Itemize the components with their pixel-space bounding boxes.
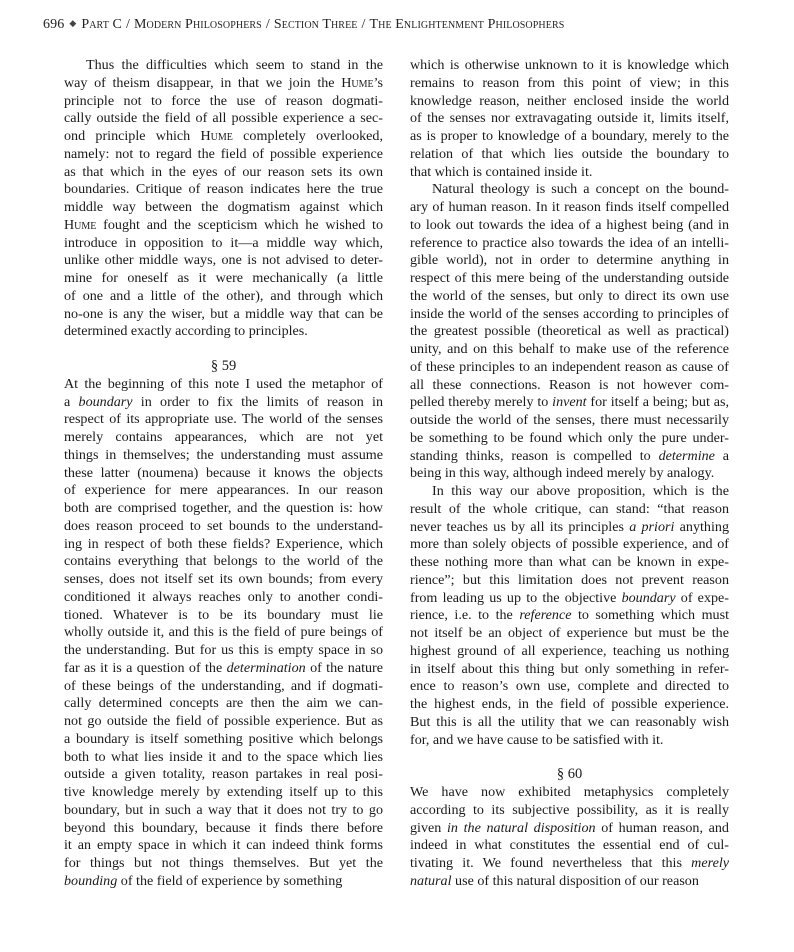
text-line: as that which in the eyes of our reason sets its own: [64, 163, 383, 180]
text-line: from leading us up to the objective boundary of expe-: [410, 589, 729, 606]
text-line: both are comprised together, and the question is: how: [64, 500, 383, 516]
text-line: tivating it. We found nevertheless that this merely: [410, 855, 729, 871]
text-line: natural use of this natural disposition of our reason: [410, 872, 699, 889]
text-line: to look out towards the idea of a highest being (and in: [410, 216, 729, 233]
text-line: a boundary is itself something positive which belongs: [64, 730, 383, 747]
running-head: [43, 17, 763, 33]
text-line: respect of this mere being of the understanding outside: [410, 270, 729, 286]
text-line: respect of its appropriate use. The world of the senses: [64, 411, 383, 428]
text-line: not itself be an object of experience but must be the: [410, 625, 729, 641]
text-line: all these connections. Reason is not however com-: [410, 376, 729, 393]
text-line: rience”; but this limitation does not prevent reason: [410, 571, 729, 588]
text-line: ing in respect of both these fields? Experience, which: [64, 535, 383, 552]
text-line: relation of that which lies outside the boundary to: [410, 145, 729, 162]
text-line: result of the whole critique, can stand: “that reason: [410, 500, 729, 517]
section-enlightenment: The Enlightenment Philosophers: [369, 17, 565, 32]
emphasis: bounding: [64, 872, 118, 889]
emphasis: natural: [410, 872, 452, 889]
text-line: the world of the senses, but only to direct its own use: [410, 287, 729, 304]
text-line: But this is all the utility that we can reasonably wish: [410, 713, 729, 730]
text-line: boundaries. Critique of reason indicates here the true: [64, 181, 383, 198]
text-line: indeed in what constitutes the essential end of cul-: [410, 837, 729, 854]
text-line: never teaches us by all its principles a priori anything: [410, 518, 729, 535]
text-line: of the senses nor extravagating outside it, limits itself,: [410, 110, 729, 127]
text-line: tioned. Whatever is to be its boundary must lie: [64, 606, 383, 623]
emphasis: invent: [552, 394, 587, 411]
text-line: beyond this boundary, because it finds there before: [64, 819, 383, 836]
text-line: unity, and on this behalf to make use of the reference: [410, 341, 729, 357]
text-line: determined exactly according to principles.: [64, 323, 308, 340]
text-line: introduce in opposition to it—a middle way which,: [64, 234, 383, 251]
text-line: be something to be found which only the pure under-: [410, 429, 729, 446]
text-line: far as it is a question of the determination of the nature: [64, 659, 383, 676]
text-line: more than solely objects of possible experience, and of: [410, 536, 729, 553]
text-line: the understanding. But for us this is empty space in so: [64, 642, 383, 658]
text-line: standing thinks, reason is compelled to determine a: [410, 447, 730, 464]
text-line: contains everything that belongs to the world of the: [64, 553, 383, 570]
text-line: these latter (noumena) because it knows the objects: [64, 464, 383, 481]
text-line: Natural theology is such a concept on the bound-: [432, 181, 729, 198]
emphasis: determine: [658, 447, 715, 464]
section-modern-philosophers: Modern Philosophers: [133, 17, 262, 32]
text-line: Hume fought and the scepticism which he wished to: [64, 216, 383, 233]
diamond-ornament-icon: ◆: [69, 18, 77, 28]
paragraph-natural-theology: [410, 181, 729, 483]
emphasis: boundary: [78, 393, 133, 410]
text-line: ary of human reason. In it reason finds itself compelled: [410, 199, 729, 215]
text-line: In this way our above proposition, which is the: [432, 483, 729, 499]
text-line: these nothing more than what can be known in expe-: [410, 554, 729, 570]
text-line: of these principles to an independent reason as cause of: [410, 358, 729, 375]
text-line: highest ground of all experience, teaching us nothing: [410, 642, 729, 659]
emphasis: boundary: [621, 589, 676, 606]
right-column: [410, 57, 729, 891]
text-line: principle not to force the use of reason dogmati-: [64, 92, 383, 109]
text-line: gible world), not in order to determine anything in: [410, 252, 729, 269]
text-line: of experience for mere appearances. In our reason: [64, 482, 383, 499]
paragraph-theism: [64, 57, 383, 341]
text-line: pelled thereby merely to invent for itself a being; but as,: [410, 394, 729, 411]
text-line: in itself about this thing but only something in refer-: [410, 660, 729, 677]
emphasis: merely: [691, 855, 729, 871]
text-line: being in this way, although indeed merely by analogy.: [410, 465, 715, 482]
text-line: cally determined concepts are then the aim we can-: [64, 695, 383, 712]
text-line: a boundary in order to fix the limits of reason in: [64, 393, 383, 410]
left-column: [64, 57, 383, 891]
text-line: wholly outside it, and this is the field of pure beings of: [64, 624, 383, 641]
text-line: senses, does not itself set its own bounds; from every: [64, 571, 383, 587]
text-line: which is otherwise unknown to it is knowledge which: [410, 57, 729, 73]
text-line: for, and we have cause to be satisfied with it.: [410, 731, 664, 748]
text-line: outside a given totality, reason partakes in real posi-: [64, 766, 383, 783]
text-line: remains to reason from this point of view; in this: [410, 74, 729, 91]
text-line: no-one is any the wiser, but a middle way that can be: [64, 305, 383, 322]
text-line: reference to practice also towards the idea of an intelli-: [410, 234, 729, 251]
text-line: At the beginning of this note I used the metaphor of: [64, 375, 383, 392]
text-line: ence to reason’s own use, complete and directed to: [410, 678, 729, 695]
separator: /: [125, 17, 130, 32]
text-line: knowledge reason, neither enclosed inside the world: [410, 92, 729, 109]
text-line: outside the world of the senses, there must necessarily: [410, 412, 729, 428]
text-line: not go outside the field of possible experience. But as: [64, 713, 383, 729]
emphasis: reference: [519, 607, 572, 624]
paragraph-knowledge-boundary: [410, 57, 729, 181]
part-label: Part C: [81, 17, 122, 32]
text-line: as is proper to knowledge of a boundary, merely to the: [410, 128, 729, 144]
text-line: that which is contained inside it.: [410, 163, 593, 180]
text-line: middle way between the dogmatism against which: [64, 199, 383, 215]
emphasis: in the natural disposition: [446, 819, 596, 836]
text-line: bounding of the field of experience by something: [64, 872, 343, 889]
text-line: unlike other middle ways, one is not advised to deter-: [64, 252, 383, 269]
text-line: mine for oneself as it were mechanically (a little: [64, 270, 383, 286]
page-number: 696: [43, 17, 65, 32]
section-60-heading: § 60: [556, 766, 583, 783]
section-59-heading: § 59: [210, 358, 237, 374]
text-line: does reason proceed to set bounds to the understand-: [64, 517, 383, 534]
emphasis: a priori: [629, 518, 675, 535]
text-line: both to what lies inside it and to the space which lies: [64, 748, 383, 765]
paragraph-proposition: [410, 483, 729, 749]
text-line: rience, i.e. to the reference to something which must: [410, 607, 729, 624]
text-line: for things but not things themselves. But yet the: [64, 855, 383, 871]
text-line: cally outside the field of all possible experience a sec-: [64, 110, 383, 127]
text-line: the highest ends, in the field of possible experience.: [410, 696, 729, 712]
paragraph-section-59: [64, 376, 383, 891]
text-line: of these beings of the understanding, and if dogmati-: [64, 677, 383, 694]
text-line: Thus the difficulties which seem to stand in the: [86, 57, 383, 73]
text-line: according to its subjective possibility, as it is really: [410, 801, 729, 818]
emphasis: determination: [226, 659, 306, 676]
text-line: We have now exhibited metaphysics completely: [410, 784, 729, 800]
author-name: Hume: [200, 128, 233, 144]
text-line: ond principle which Hume completely overlooked,: [64, 128, 383, 144]
text-line: the greatest possible (theoretical as well as practical): [410, 323, 729, 340]
text-line: it an empty space in which it can indeed think forms: [64, 837, 383, 854]
text-line: namely: not to regard the field of possible experience: [64, 145, 383, 162]
section-three: Section Three: [273, 17, 358, 32]
text-line: things in themselves; the understanding must assume: [64, 446, 383, 463]
separator: /: [361, 17, 366, 32]
text-line: tive knowledge merely by extending itself up to this: [64, 784, 383, 800]
text-line: inside the world of the senses according to principles of: [410, 305, 729, 322]
author-name: Hume: [64, 216, 97, 233]
text-line: given in the natural disposition of human reason, and: [410, 819, 729, 836]
text-line: of one and a little of the other), and through which: [64, 287, 383, 304]
text-line: conditioned it always reaches only to another condi-: [64, 588, 383, 605]
text-line: merely contains appearances, which are not yet: [64, 429, 383, 445]
paragraph-section-60: [410, 784, 729, 891]
separator: /: [265, 17, 270, 32]
text-line: boundary, but in such a way that it does not try to go: [64, 801, 383, 818]
text-line: way of theism disappear, in that we join the Hume’s: [64, 74, 383, 91]
author-name: Hume: [341, 74, 374, 91]
